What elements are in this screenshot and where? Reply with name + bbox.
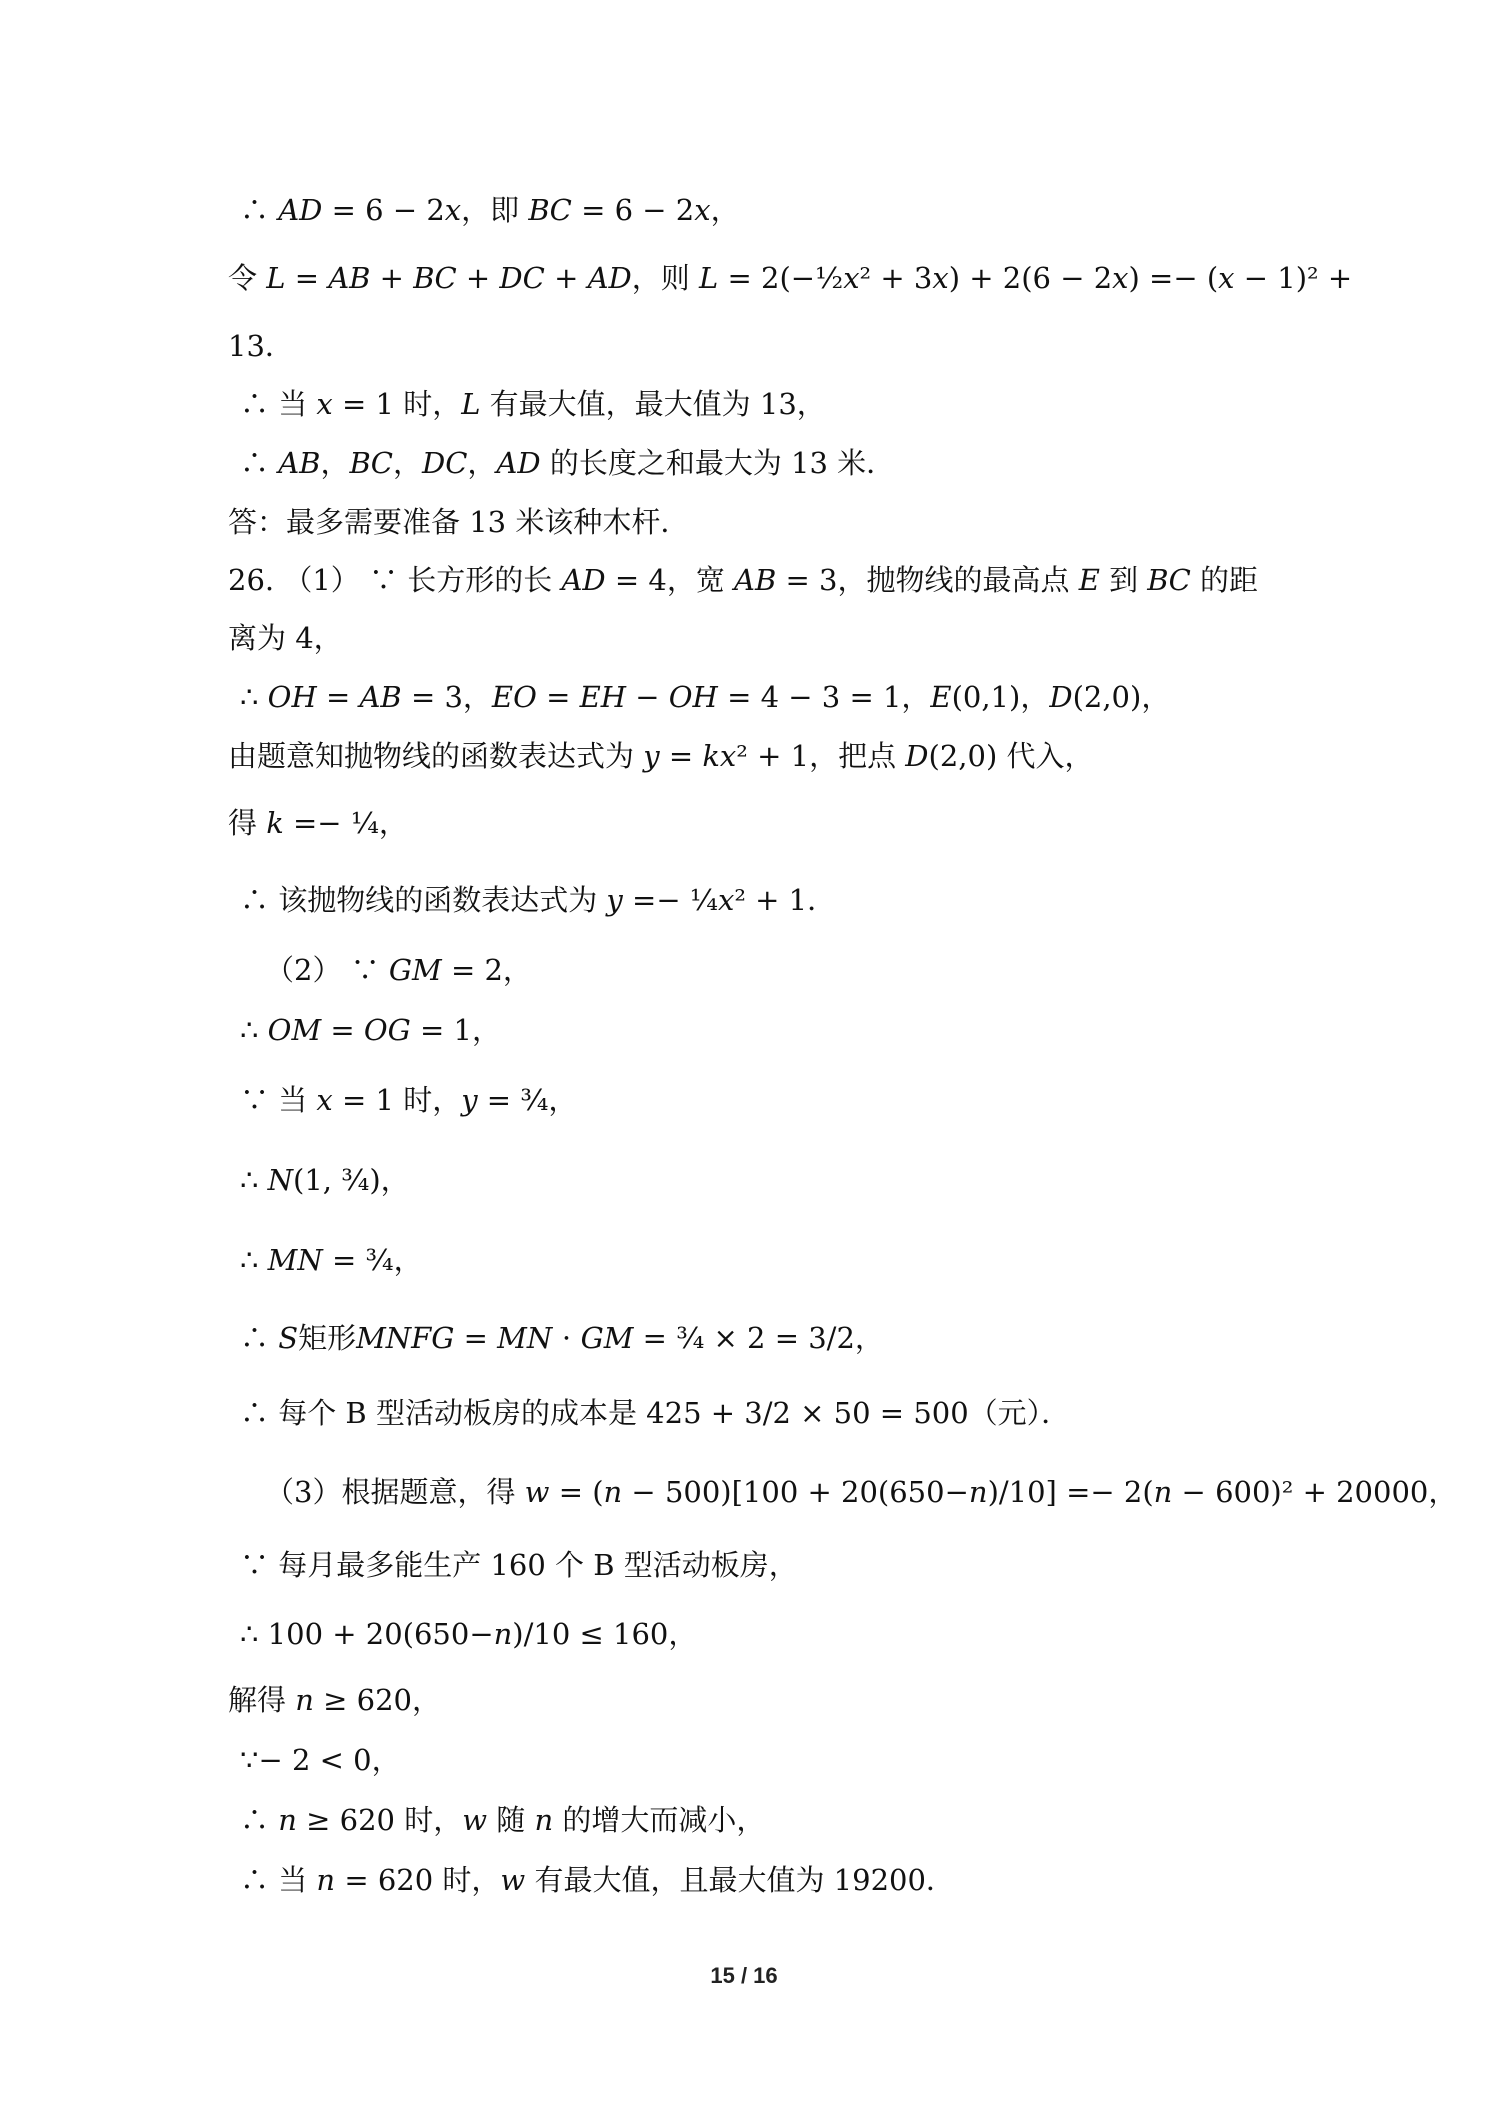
text-line: ∵− 2 < 0，	[240, 1743, 401, 1777]
text-line: ∴ 𝑀𝑁 = ¾，	[240, 1243, 423, 1277]
text-line: 离为 4，	[228, 621, 343, 655]
text-line: （2） ∵ 𝐺𝑀 = 2，	[265, 953, 532, 987]
text-line: 解得 𝑛 ≥ 620，	[228, 1683, 441, 1717]
text-line: ∴ 𝑆矩形𝑀𝑁𝐹𝐺 = 𝑀𝑁 ⋅ 𝐺𝑀 = ¾ × 2 = 3/2，	[240, 1321, 884, 1355]
text-line: 13．	[228, 329, 294, 363]
text-line: ∴ 当 𝑛 = 620 时，𝑤 有最大值，且最大值为 19200．	[240, 1863, 955, 1897]
text-line: ∴ 当 𝑥 = 1 时，𝐿 有最大值，最大值为 13，	[240, 387, 826, 421]
text-line: 答：最多需要准备 13 米该种木杆．	[228, 505, 690, 539]
text-line: ∴ 𝑛 ≥ 620 时，𝑤 随 𝑛 的增大而减小，	[240, 1803, 766, 1837]
text-line: ∴ 每个 B 型活动板房的成本是 425 + 3/2 × 50 = 500（元）．	[240, 1396, 1071, 1430]
text-line: ∴ 𝑁(1, ¾)，	[240, 1163, 410, 1197]
text-line: ∵ 当 𝑥 = 1 时，𝑦 = ¾，	[240, 1083, 578, 1117]
text-line: （3）根据题意，得 𝑤 = (𝑛 − 500)[100 + 20(650−𝑛)/10] =− 2(𝑛 − 600)² + 20000，	[265, 1475, 1458, 1509]
text-line: ∴ 𝐴𝐷 = 6 − 2𝑥，即 𝐵𝐶 = 6 − 2𝑥，	[240, 193, 740, 227]
text-line: ∵ 每月最多能生产 160 个 B 型活动板房，	[240, 1548, 798, 1582]
text-line: ∴ 𝑂𝐻 = 𝐴𝐵 = 3，𝐸𝑂 = 𝐸𝐻 − 𝑂𝐻 = 4 − 3 = 1，𝐸(0,1)，𝐷(2,0)，	[240, 680, 1171, 714]
text-line: ∴ 𝑂𝑀 = 𝑂𝐺 = 1，	[240, 1013, 502, 1047]
text-line: 由题意知抛物线的函数表达式为 𝑦 = 𝑘𝑥² + 1，把点 𝐷(2,0) 代入，	[228, 739, 1094, 773]
text-line: ∴ 100 + 20(650−𝑛)/10 ≤ 160，	[240, 1617, 698, 1651]
text-line: ∴ 𝐴𝐵，𝐵𝐶，𝐷𝐶，𝐴𝐷 的长度之和最大为 13 米．	[240, 446, 896, 480]
question-26-heading: 26. （1） ∵ 长方形的长 𝐴𝐷 = 4，宽 𝐴𝐵 = 3，抛物线的最高点 𝐸 到 𝐵𝐶 的距	[228, 563, 1259, 597]
page-number: 15 / 16	[710, 1963, 778, 1988]
text-line: 令 𝐿 = 𝐴𝐵 + 𝐵𝐶 + 𝐷𝐶 + 𝐴𝐷，则 𝐿 = 2(−½𝑥² + 3𝑥) + 2(6 − 2𝑥) =− (𝑥 − 1)² +	[228, 261, 1353, 295]
text-line: ∴ 该抛物线的函数表达式为 𝑦 =− ¼𝑥² + 1．	[240, 883, 837, 917]
text-line: 得 𝑘 =− ¼，	[228, 806, 408, 840]
